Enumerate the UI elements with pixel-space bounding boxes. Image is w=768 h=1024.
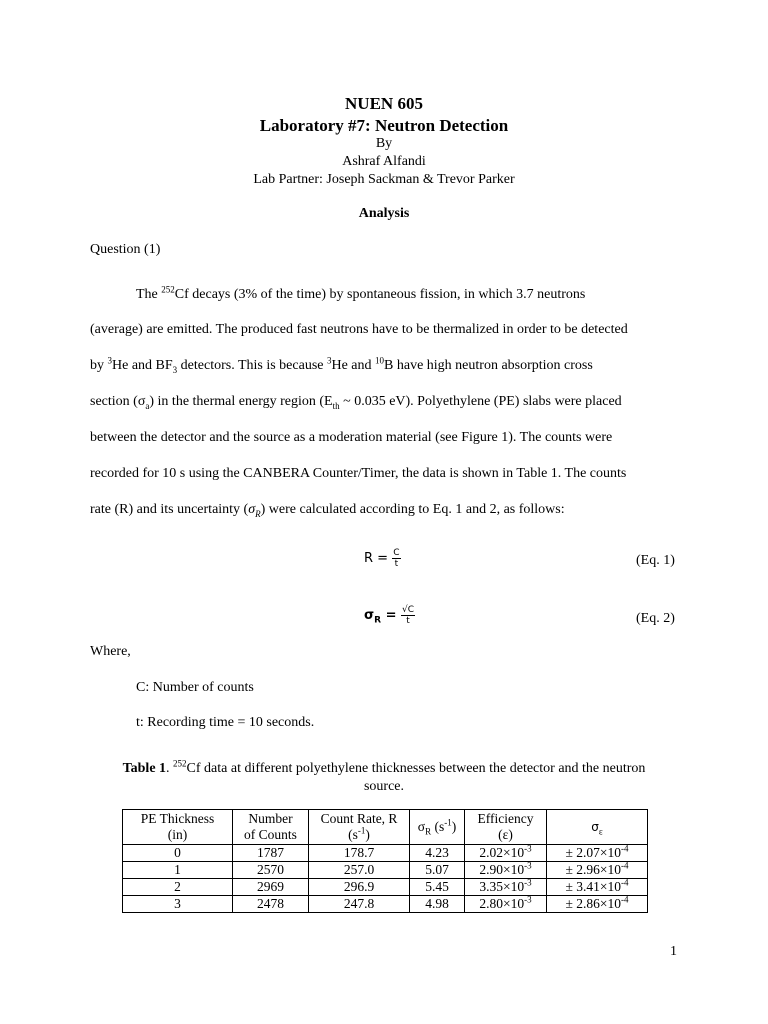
table-row: [123, 845, 648, 862]
header-efficiency: [465, 810, 547, 845]
text-span: ± 2.86×10: [565, 896, 622, 911]
eq2-equals: =: [381, 608, 402, 623]
paragraph-line-4: [90, 394, 622, 410]
cell-rate: 247.8: [309, 896, 410, 913]
cell-sigma-e: [547, 879, 648, 896]
text-span: (ε): [498, 827, 513, 842]
text-span: Cf decays (3% of the time) by spontaneous fission, in which 3.7 neutrons: [174, 287, 586, 302]
superscript: 3: [107, 355, 112, 366]
cell-pe: 1: [123, 862, 233, 879]
equation-2: [364, 605, 415, 626]
table-row: [123, 862, 648, 879]
header-count-rate: [309, 810, 410, 845]
superscript: 252: [173, 758, 187, 769]
superscript: 3: [326, 355, 332, 366]
cell-pe: 2: [123, 879, 233, 896]
cell-efficiency: [465, 845, 547, 862]
course-title: NUEN 605: [345, 94, 423, 113]
where-label: Where,: [90, 644, 131, 659]
text-span: Cf data at different polyethylene thicknesses between the detector and the neutron: [186, 761, 646, 776]
paragraph-line-6: recorded for 10 s using the CANBERA Counter/Timer, the data is shown in Table 1. The counts: [90, 466, 627, 481]
subscript: th: [332, 400, 340, 411]
subscript: a: [145, 400, 150, 411]
text-span: detectors. This is because: [177, 358, 327, 373]
text-span: Efficiency: [477, 811, 534, 826]
text-span: 2.80×10: [479, 896, 525, 911]
author-name: Ashraf Alfandi: [342, 154, 426, 169]
cell-pe: 0: [123, 845, 233, 862]
cell-sigma-r: 4.23: [410, 845, 465, 862]
cell-efficiency: [465, 879, 547, 896]
text-span: ± 3.41×10: [565, 879, 622, 894]
cell-sigma-e: [547, 845, 648, 862]
eq2-denominator: t: [406, 616, 410, 626]
text-span: The: [136, 287, 162, 302]
text-span: Number: [248, 811, 293, 826]
text-span: rate (R) and its uncertainty (: [90, 502, 249, 517]
eq2-fraction: [401, 605, 415, 626]
cell-counts: 2478: [233, 896, 309, 913]
cell-rate: 296.9: [309, 879, 410, 896]
eq2-numerator: √C: [402, 605, 415, 615]
cell-sigma-e: [547, 896, 648, 913]
text-span: PE Thickness: [140, 811, 215, 826]
superscript: -1: [444, 817, 452, 828]
paragraph-line-3: [90, 355, 593, 375]
eq1-label: (Eq. 1): [636, 553, 675, 568]
text-span: (in): [167, 827, 188, 842]
superscript: -1: [357, 825, 366, 836]
text-span: 3.35×10: [479, 879, 525, 894]
text-span: σ: [417, 819, 426, 834]
paragraph-line-1: [136, 284, 586, 303]
text-span: 2.90×10: [479, 862, 525, 877]
text-span: σ: [591, 820, 599, 834]
eq1-lhs: R =: [364, 551, 393, 566]
subscript: R: [425, 826, 432, 837]
table-caption-line-2: source.: [363, 779, 405, 794]
question-label: Question (1): [90, 242, 161, 257]
text-span: He and: [331, 358, 376, 373]
superscript: 252: [161, 284, 175, 295]
table-header-row: [123, 810, 648, 845]
eq1-denominator: t: [394, 559, 399, 569]
page-number: 1: [670, 944, 677, 959]
text-span: section (σ: [90, 394, 146, 409]
table-row: [123, 896, 648, 913]
table-caption: [0, 758, 768, 777]
cell-rate: 178.7: [309, 845, 410, 862]
superscript: -4: [621, 860, 629, 871]
sigma-symbol: σ: [248, 502, 256, 517]
text-span: ) in the thermal energy region (E: [149, 394, 333, 409]
text-span: ± 2.07×10: [565, 845, 622, 860]
caption-label: Table 1: [122, 761, 167, 776]
text-span: ~ 0.035 eV). Polyethylene (PE) slabs were placed: [339, 394, 622, 409]
cell-sigma-r: 5.45: [410, 879, 465, 896]
text-span: ): [365, 827, 370, 842]
cell-sigma-r: 5.07: [410, 862, 465, 879]
superscript: -3: [524, 877, 532, 888]
cell-counts: 2570: [233, 862, 309, 879]
cell-rate: 257.0: [309, 862, 410, 879]
text-span: .: [166, 761, 174, 776]
text-span: 2.02×10: [479, 845, 525, 860]
eq1-numerator: C: [393, 548, 400, 558]
superscript: -3: [524, 860, 532, 871]
paragraph-line-2: (average) are emitted. The produced fast neutrons have to be thermalized in order to be detected: [90, 322, 628, 337]
header-pe-thickness: [123, 810, 233, 845]
paragraph-line-7: [90, 502, 565, 518]
text-span: (s: [348, 827, 358, 842]
eq2-label: (Eq. 2): [636, 611, 675, 626]
cell-pe: 3: [123, 896, 233, 913]
superscript: 10: [375, 355, 385, 366]
cell-sigma-r: 4.98: [410, 896, 465, 913]
text-span: ): [451, 819, 457, 834]
superscript: -4: [621, 843, 629, 854]
text-span: B have high neutron absorption cross: [384, 358, 593, 373]
table-row: [123, 879, 648, 896]
text-span: (s: [431, 819, 445, 834]
superscript: -3: [524, 894, 532, 905]
text-span: Count Rate, R: [320, 811, 398, 826]
header-number-of-counts: [233, 810, 309, 845]
superscript: -4: [621, 877, 629, 888]
text-span: ± 2.96×10: [565, 862, 622, 877]
data-table: [122, 809, 648, 913]
paragraph-line-5: between the detector and the source as a moderation material (see Figure 1). The counts were: [90, 430, 613, 445]
text-span: He and BF: [112, 358, 173, 373]
header-sigma-e: [547, 810, 648, 845]
lab-partners: Lab Partner: Joseph Sackman & Trevor Parker: [253, 172, 515, 187]
cell-efficiency: [465, 896, 547, 913]
header-sigma-r: [410, 810, 465, 845]
text-span: of Counts: [244, 827, 297, 842]
cell-counts: 1787: [233, 845, 309, 862]
equation-1: [364, 548, 401, 569]
text-span: by: [90, 358, 108, 373]
cell-sigma-e: [547, 862, 648, 879]
by-label: By: [375, 136, 393, 151]
eq2-subscript: R: [374, 615, 382, 626]
subscript: R: [255, 508, 261, 519]
superscript: -4: [621, 894, 629, 905]
superscript: -3: [524, 843, 532, 854]
eq1-fraction: [392, 548, 400, 569]
cell-counts: 2969: [233, 879, 309, 896]
definition-c: C: Number of counts: [136, 680, 254, 695]
eq2-sigma: σ: [364, 608, 375, 623]
section-heading: Analysis: [358, 206, 410, 221]
lab-title: Laboratory #7: Neutron Detection: [259, 116, 509, 135]
text-span: ) were calculated according to Eq. 1 and 2, as follows:: [260, 502, 565, 517]
definition-t: t: Recording time = 10 seconds.: [136, 715, 315, 730]
cell-efficiency: [465, 862, 547, 879]
subscript: ε: [598, 826, 603, 837]
subscript: 3: [172, 364, 178, 375]
